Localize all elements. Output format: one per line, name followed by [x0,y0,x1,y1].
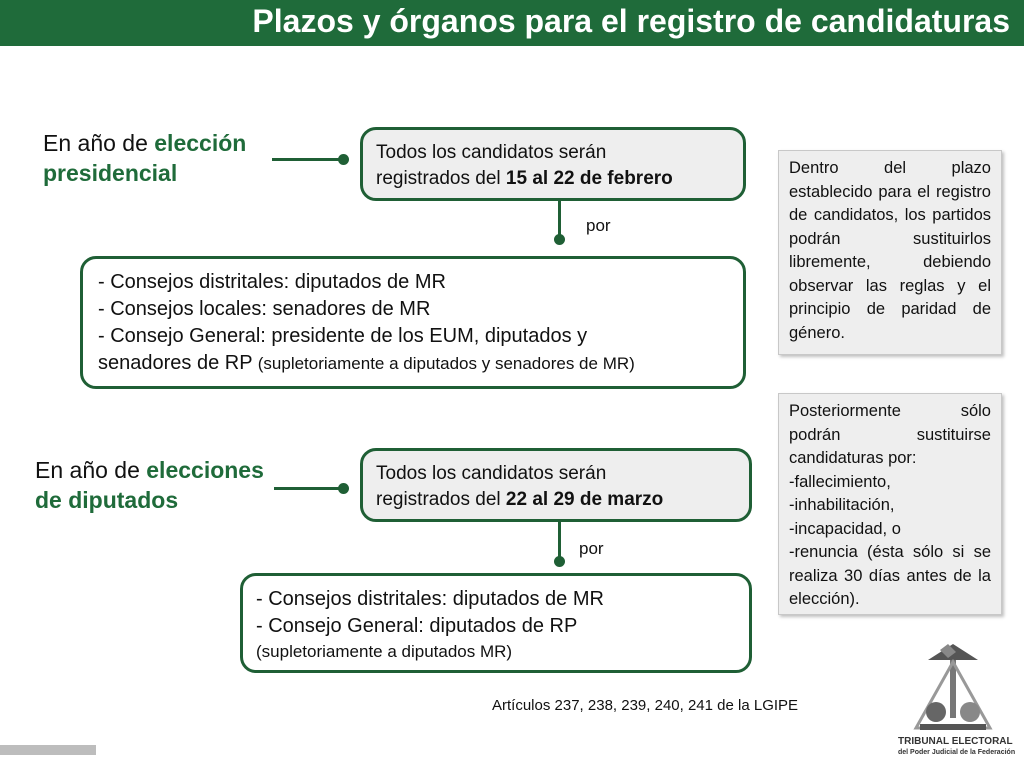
note-2-item-1: -inhabilitación, [789,496,895,514]
connector-2-vertical [558,522,561,560]
note-2-item-2: -incapacidad, o [789,519,901,538]
por-label-1: por [586,216,611,235]
date-box-2-line2-prefix: registrados del [376,489,506,510]
connector-2-horizontal [274,487,344,490]
por-label-2: por [579,539,604,558]
title-bar [0,0,1024,46]
organs-box-2 [240,573,752,673]
organs-1-item-3-main: senadores de RP [98,352,258,374]
organs-box-1 [80,256,746,389]
note-box-1: Dentro del plazo establecido para el registro de candidatos, los partidos podrán sustituirlos libremente, debiendo observar las reglas y el principio de paridad de género. [778,150,1002,355]
logo-line-2: del Poder Judicial de la Federación [898,749,1016,756]
page-title: Plazos y órganos para el registro de candidaturas [252,3,1010,39]
connector-2-dot [338,483,349,494]
date-box-2-line1: Todos los candidatos serán [376,463,607,484]
connector-1-vertical-dot [554,234,565,245]
organs-2-item-1: - Consejo General: diputados de RP [256,615,578,637]
date-box-1-line2 [376,166,743,192]
date-box-2 [360,448,752,522]
articles-reference: Artículos 237, 238, 239, 240, 241 de la LGIPE [492,697,799,714]
date-box-2-dates: 22 al 29 de marzo [505,489,664,510]
organs-1-item-3-note: (supletoriamente a diputados y senadores de MR) [257,354,635,373]
date-box-1-line1: Todos los candidatos serán [376,142,607,163]
note-2-last: -renuncia (ésta sólo si se realiza 30 días antes de la elección). [789,543,991,608]
organs-1-item-3 [98,350,743,377]
note-box-2 [778,393,1002,615]
section-1-label-prefix: En año de [43,130,155,156]
section-1-label-bold-1: elección [154,130,247,156]
date-box-1-line2-prefix: registrados del [376,168,506,189]
date-box-2-line2 [376,487,749,513]
scales-icon [898,640,1008,736]
footer-bar [0,745,96,755]
section-2-label-bold-2: de diputados [35,487,179,513]
organs-2-item-note: (supletoriamente a diputados MR) [256,642,513,661]
organs-1-item-0: - Consejos distritales: diputados de MR [98,271,446,293]
note-2-item-0: -fallecimiento, [789,472,891,491]
section-1-label-bold-2: presidencial [43,160,178,186]
connector-1-horizontal [272,158,344,161]
organs-1-item-2: - Consejo General: presidente de los EUM, diputados y [98,325,588,347]
organs-2-item-0: - Consejos distritales: diputados de MR [256,588,604,610]
date-box-1 [360,127,746,201]
connector-1-dot [338,154,349,165]
section-2-label-bold-1: elecciones [146,457,264,483]
section-2-label-prefix: En año de [35,457,147,483]
organs-1-item-1: - Consejos locales: senadores de MR [98,298,431,320]
note-2-intro: Posteriormente sólo podrán sustituirse candidaturas por: [789,402,991,467]
section-2-label [35,455,264,515]
section-1-label [43,128,246,188]
connector-2-vertical-dot [554,556,565,567]
logo-line-1: TRIBUNAL ELECTORAL [898,736,1013,747]
date-box-1-dates: 15 al 22 de febrero [505,168,673,189]
tribunal-logo [898,640,1016,765]
